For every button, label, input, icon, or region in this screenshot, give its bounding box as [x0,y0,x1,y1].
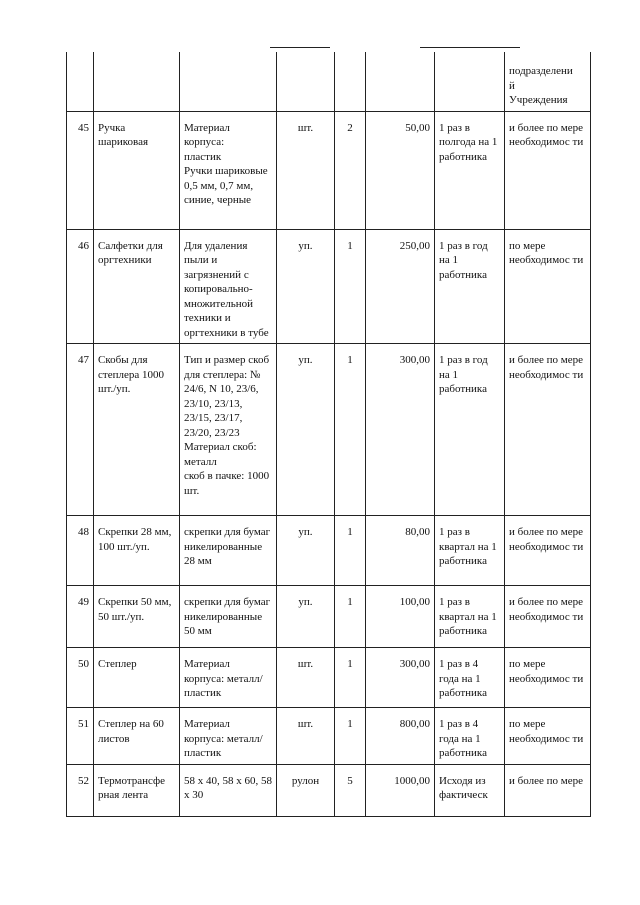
cell-desc: Материал корпуса: пластик Ручки шариковые 0,5 мм, 0,7 мм, синие, черные [180,111,277,229]
cell-name: Скрепки 50 мм, 50 шт./уп. [94,586,180,648]
cell-name: Термотрансфе рная лента [94,764,180,816]
table-row [67,344,591,516]
supplies-table [66,52,591,817]
cell-num: 52 [67,764,94,816]
cell-qty: 1 [335,586,366,648]
cell-unit: шт. [277,111,335,229]
cell-desc: Материал корпуса: металл/пластик [180,708,277,765]
cell-name: Салфетки для оргтехники [94,229,180,344]
cell-qty: 1 [335,229,366,344]
table-row [67,516,591,586]
cell-name: Скобы для степлера 1000 шт./уп. [94,344,180,516]
cell-qty: 2 [335,111,366,229]
cell-note: по мере необходимос ти [505,648,591,708]
cell-num: 50 [67,648,94,708]
cell-note: по мере необходимос ти [505,229,591,344]
cell-num: 45 [67,111,94,229]
cell-price: 800,00 [366,708,435,765]
cell-name [94,52,180,111]
cell-note: по мере необходимос ти [505,708,591,765]
cell-desc: Тип и размер скоб для степлера: № 24/6, N 10, 23/6, 23/10, 23/13, 23/15, 23/17, 23/20, 23/23 Материал скоб: металл скоб в пачке: 1000 шт. [180,344,277,516]
cell-norm [435,52,505,111]
cell-norm: 1 раз в 4 года на 1 работника [435,648,505,708]
cell-price: 250,00 [366,229,435,344]
cell-qty [335,52,366,111]
cell-num [67,52,94,111]
cell-note: и более по мере необходимос ти [505,111,591,229]
cell-norm: Исходя из фактическ [435,764,505,816]
cell-num: 48 [67,516,94,586]
cell-norm: 1 раз в квартал на 1 работника [435,586,505,648]
cell-qty: 5 [335,764,366,816]
cell-num: 49 [67,586,94,648]
cell-note: и более по мере необходимос ти [505,516,591,586]
cell-note: и более по мере необходимос ти [505,344,591,516]
cell-unit [277,52,335,111]
cell-desc: скрепки для бумаг никелированные 50 мм [180,586,277,648]
cell-price: 300,00 [366,344,435,516]
cell-unit: шт. [277,648,335,708]
cell-name: Степлер [94,648,180,708]
cell-unit: шт. [277,708,335,765]
scan-artifact-top [420,47,520,48]
cell-unit: уп. [277,229,335,344]
cell-unit: уп. [277,344,335,516]
cell-num: 47 [67,344,94,516]
cell-desc [180,52,277,111]
cell-desc: скрепки для бумаг никелированные 28 мм [180,516,277,586]
cell-norm: 1 раз в год на 1 работника [435,229,505,344]
cell-qty: 1 [335,516,366,586]
cell-price: 50,00 [366,111,435,229]
table-row [67,648,591,708]
cell-price: 80,00 [366,516,435,586]
cell-note: и более по мере необходимос ти [505,586,591,648]
cell-unit: уп. [277,586,335,648]
cell-name: Степлер на 60 листов [94,708,180,765]
cell-unit: уп. [277,516,335,586]
cell-note: и более по мере [505,764,591,816]
cell-unit: рулон [277,764,335,816]
cell-qty: 1 [335,648,366,708]
cell-qty: 1 [335,708,366,765]
table-row [67,708,591,765]
table-row [67,111,591,229]
table-row [67,764,591,816]
cell-norm: 1 раз в 4 года на 1 работника [435,708,505,765]
cell-note: подразделени й Учреждения [505,52,591,111]
cell-price [366,52,435,111]
cell-price: 1000,00 [366,764,435,816]
cell-price: 100,00 [366,586,435,648]
cell-norm: 1 раз в полгода на 1 работника [435,111,505,229]
table-row-continuation [67,52,591,111]
cell-name: Ручка шариковая [94,111,180,229]
cell-num: 51 [67,708,94,765]
table-row [67,229,591,344]
cell-name: Скрепки 28 мм, 100 шт./уп. [94,516,180,586]
cell-desc: Для удаления пыли и загрязнений с копировально-множительной техники и оргтехники в тубе [180,229,277,344]
cell-num: 46 [67,229,94,344]
cell-desc: 58 х 40, 58 х 60, 58 х 30 [180,764,277,816]
table-row [67,586,591,648]
cell-norm: 1 раз в год на 1 работника [435,344,505,516]
scan-artifact-top [270,47,330,48]
cell-desc: Материал корпуса: металл/пластик [180,648,277,708]
cell-norm: 1 раз в квартал на 1 работника [435,516,505,586]
cell-price: 300,00 [366,648,435,708]
cell-qty: 1 [335,344,366,516]
